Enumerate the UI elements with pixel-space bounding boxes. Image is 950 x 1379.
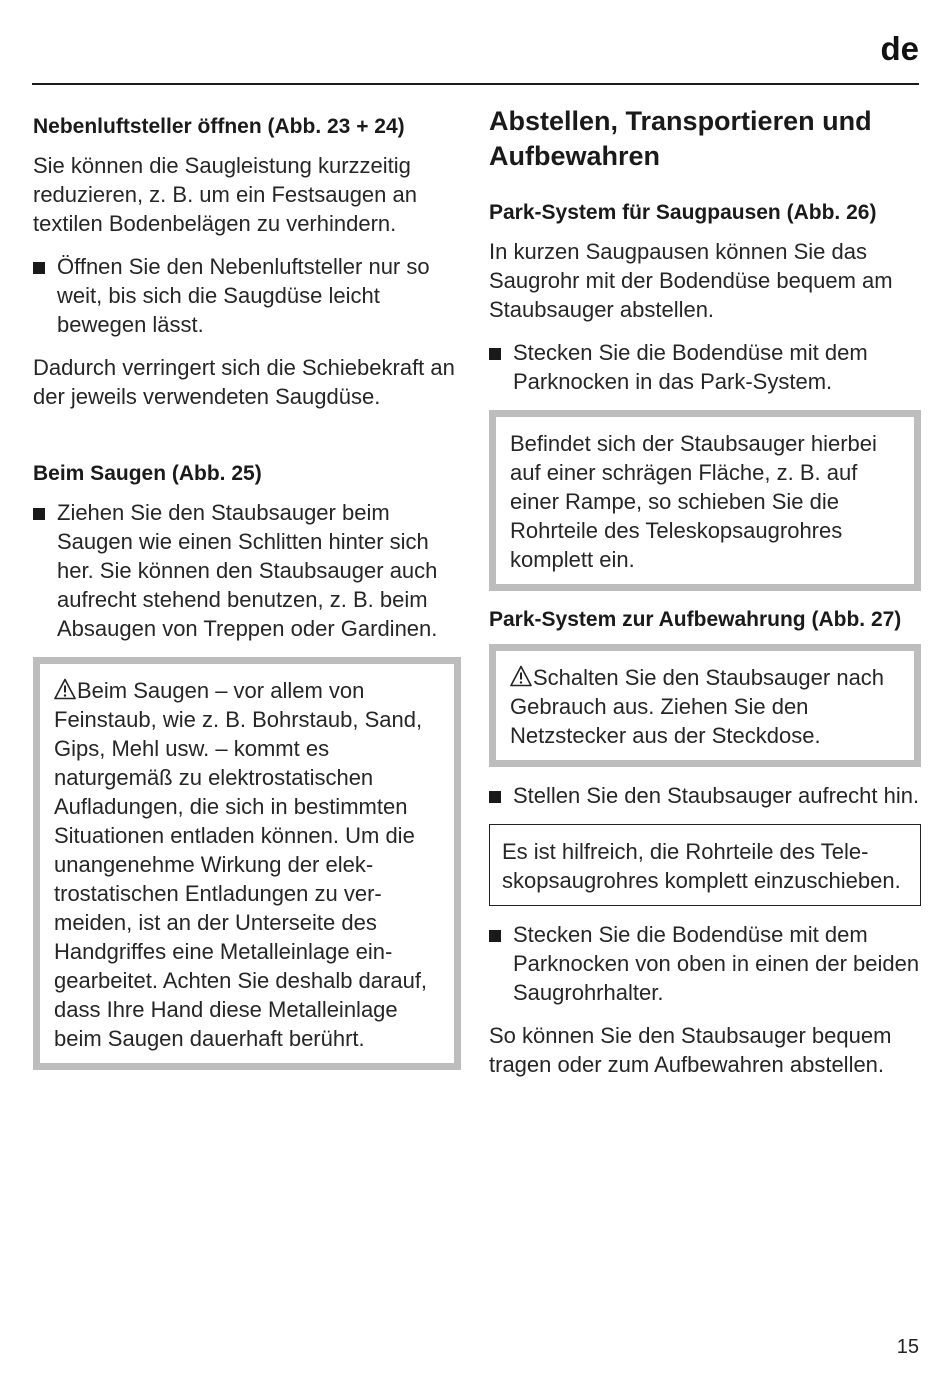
paragraph-carry-store: So können Sie den Staubsauger bequem tragen oder zum Aufbewahren abstellen.	[489, 1023, 892, 1077]
bullet-square-icon	[489, 348, 501, 360]
right-column	[489, 100, 921, 1093]
bullet-insert-park-system	[489, 338, 921, 396]
bullet-square-icon	[33, 508, 45, 520]
warning-box-electrostatic	[33, 657, 461, 1070]
left-column	[33, 100, 461, 1084]
tip-box-retract-tube	[489, 824, 921, 906]
bullet-text: Stecken Sie die Bodendüse mit dem Parknocken in das Park-System.	[513, 340, 868, 394]
paragraph-short-pauses: In kurzen Saugpausen können Sie das Saugrohr mit der Bodendüse bequem am Staubsauger abstellen.	[489, 239, 893, 322]
warning-text: Schalten Sie den Staubsauger nach Gebrauch aus. Ziehen Sie den Netzstecker aus der Steckdose.	[510, 665, 885, 748]
tip-text: Es ist hilfreich, die Rohrteile des Teleskopsaugrohres komplett einzuschieben.	[502, 839, 901, 893]
bullet-pull-vacuum	[33, 498, 461, 643]
paragraph-suction-reduce: Sie können die Saugleistung kurzzeitig reduzieren, z. B. um ein Festsaugen an textilen Bodenbelägen zu verhindern.	[33, 153, 417, 236]
warning-text: Beim Saugen – vor allem von Feinstaub, wie z. B. Bohrstaub, Sand, Gips, Mehl usw. – kommt es naturgemäß zu elektrostatischen Aufladungen, die sich in bestimmten Situationen entladen können. Um die unangenehme Wirkung der elektrostatischen Entladungen zu vermeiden, ist an der Unterseite des Handgriffes eine Metalleinlage eingearbeitet. Achten Sie deshalb darauf, dass Ihre Hand diese Metalleinlage beim Saugen dauerhaft berührt.	[54, 678, 428, 1051]
bullet-open-air-valve	[33, 252, 461, 339]
heading-park-system-storage: Park-System zur Aufbewahrung (Abb. 27)	[489, 608, 902, 631]
note-box-slope	[489, 410, 921, 591]
warning-triangle-icon	[54, 678, 76, 700]
heading-secondary-air: Nebenluftsteller öffnen (Abb. 23 + 24)	[33, 115, 405, 138]
header-rule	[32, 83, 919, 85]
language-code: de	[880, 30, 919, 67]
bullet-text: Öffnen Sie den Nebenluftsteller nur so weit, bis sich die Saugdüse leicht bewegen lässt.	[57, 254, 430, 337]
bullet-insert-holder	[489, 920, 921, 1007]
heading-while-vacuuming: Beim Saugen (Abb. 25)	[33, 462, 262, 485]
note-text: Befindet sich der Staubsauger hierbei auf einer schrägen Fläche, z. B. auf einer Rampe, so schieben Sie die Rohrteile des Teleskopsaugrohres komplett ein.	[510, 431, 877, 572]
heading-park-transport-store: Abstellen, Transportieren und Aufbewahren	[489, 106, 872, 171]
bullet-text: Ziehen Sie den Staubsauger beim Saugen wie einen Schlitten hinter sich her. Sie können den Staubsauger auch aufrecht stehend benutzen, z. B. beim Absaugen von Treppen oder Gardinen.	[57, 500, 438, 641]
page-number: 15	[896, 1336, 919, 1358]
bullet-square-icon	[33, 262, 45, 274]
heading-park-system-pauses: Park-System für Saugpausen (Abb. 26)	[489, 201, 877, 224]
bullet-text: Stellen Sie den Staubsauger aufrecht hin.	[513, 783, 920, 808]
bullet-text: Stecken Sie die Bodendüse mit dem Parknocken von oben in einen der beiden Saugrohrhalter.	[513, 922, 920, 1005]
paragraph-push-force: Dadurch verringert sich die Schiebekraft an der jeweils verwendeten Saugdüse.	[33, 355, 455, 409]
bullet-square-icon	[489, 791, 501, 803]
warning-box-unplug	[489, 644, 921, 767]
bullet-square-icon	[489, 930, 501, 942]
bullet-stand-upright	[489, 781, 921, 810]
warning-triangle-icon	[510, 665, 532, 687]
